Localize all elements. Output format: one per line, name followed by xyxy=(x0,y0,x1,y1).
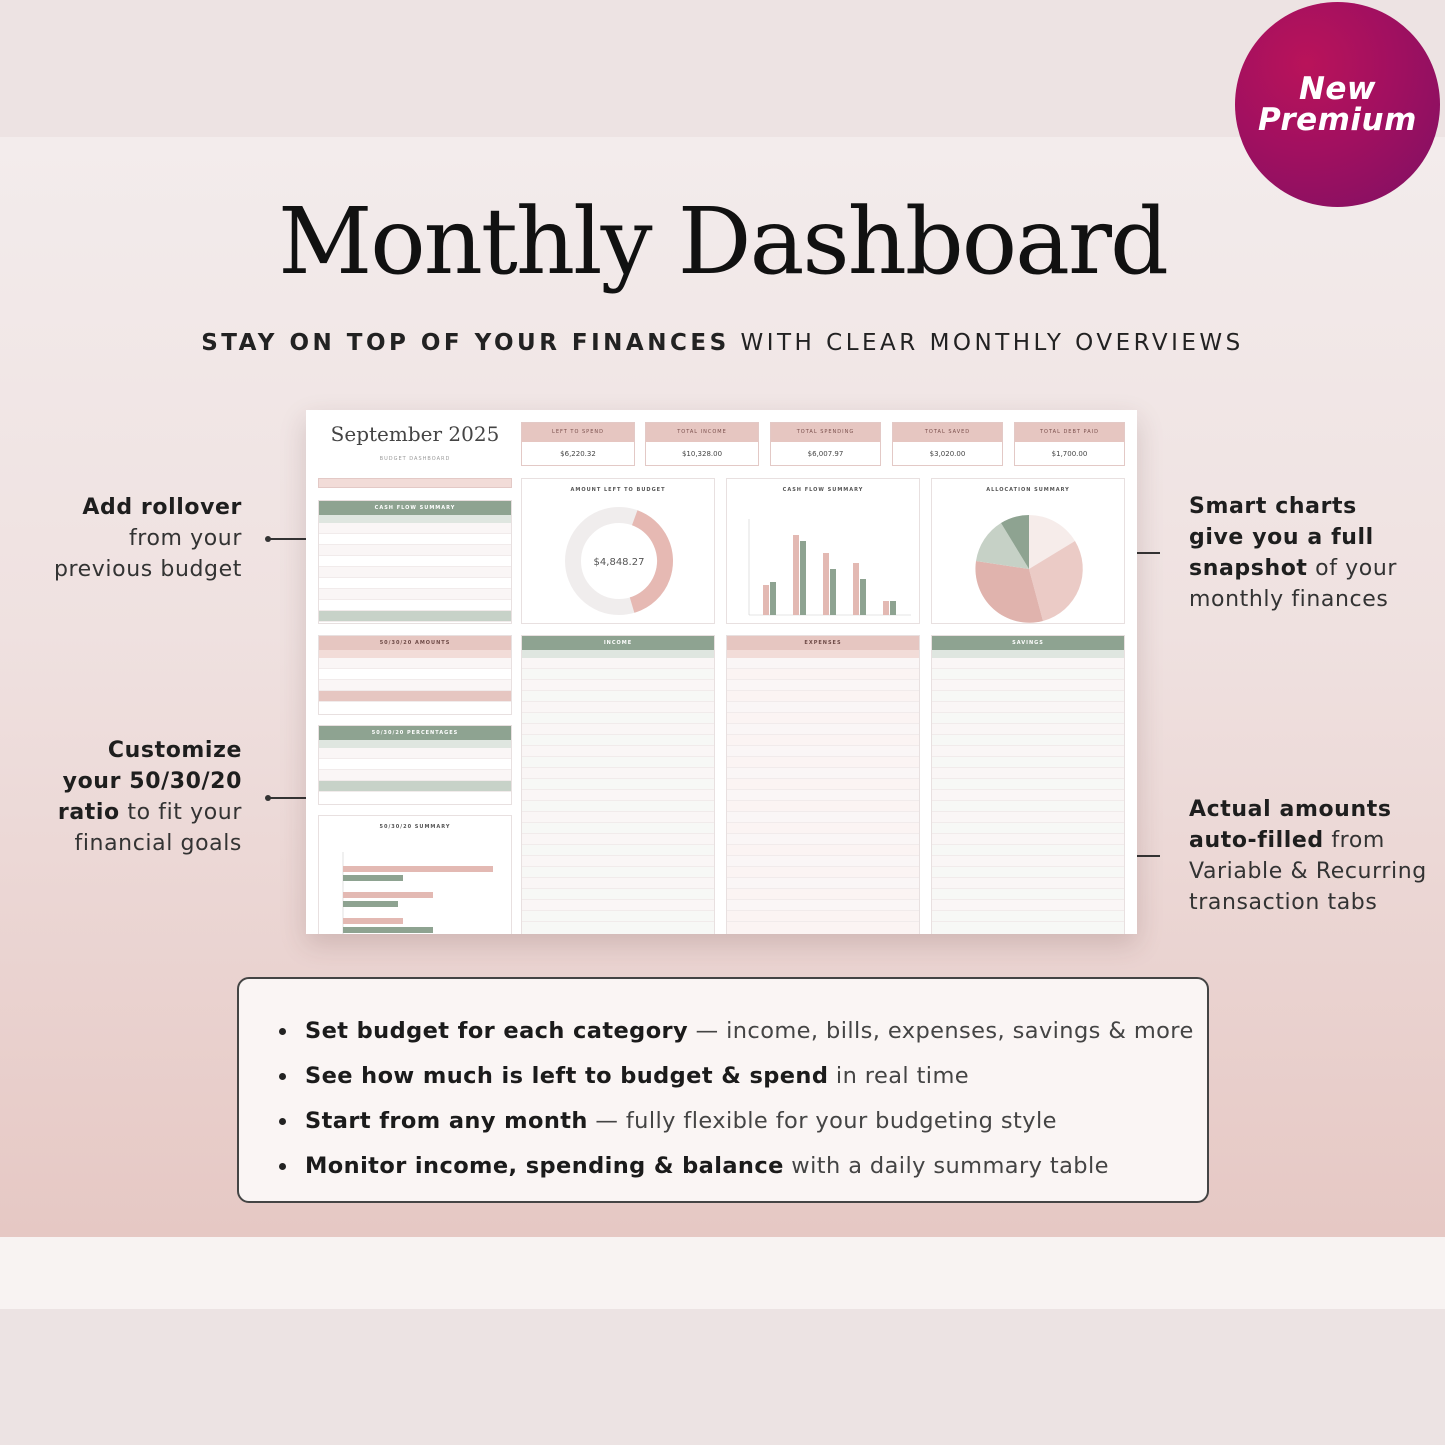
panel-title: CASH FLOW SUMMARY xyxy=(782,487,864,493)
list-item xyxy=(277,1144,1194,1189)
annotation-rollover-line2: from your xyxy=(128,526,242,551)
table-row xyxy=(727,669,919,680)
table-row xyxy=(522,724,714,735)
table-row xyxy=(522,658,714,669)
rollover-selector[interactable] xyxy=(318,478,512,488)
table-row xyxy=(727,702,919,713)
top-band xyxy=(0,0,1445,137)
table-row xyxy=(932,702,1124,713)
kpi-label: LEFT TO SPEND xyxy=(522,423,634,442)
income-table-panel xyxy=(521,635,715,934)
annotation-ratio-bold3: ratio xyxy=(57,800,120,825)
column-header xyxy=(727,650,919,658)
annotation-actual-rest2: from xyxy=(1331,828,1385,853)
table-row xyxy=(932,812,1124,823)
panel-header: CASH FLOW SUMMARY xyxy=(319,501,511,515)
annotation-charts-bold1: Smart charts xyxy=(1189,494,1357,519)
column-header xyxy=(522,650,714,658)
percentages-rows xyxy=(319,748,511,792)
annotation-actual-line4: transaction tabs xyxy=(1189,890,1378,915)
table-row xyxy=(932,658,1124,669)
badge-line-2: Premium xyxy=(1258,101,1417,138)
annotation-ratio-rest3: to fit your xyxy=(127,800,242,825)
table-row xyxy=(319,578,511,589)
table-row xyxy=(932,867,1124,878)
panel-title: ALLOCATION SUMMARY xyxy=(986,487,1070,493)
kpi-value: $10,328.00 xyxy=(681,450,723,458)
table-row xyxy=(727,713,919,724)
amounts-rows xyxy=(319,658,511,702)
annotation-ratio-bold1: Customize xyxy=(107,738,242,763)
table-row xyxy=(727,724,919,735)
table-row xyxy=(932,889,1124,900)
income-rows xyxy=(522,658,714,922)
table-row xyxy=(727,911,919,922)
page-subtitle xyxy=(0,330,1445,356)
table-row xyxy=(319,523,511,534)
table-row xyxy=(932,691,1124,702)
table-row xyxy=(727,779,919,790)
amounts-panel xyxy=(318,635,512,715)
table-row xyxy=(727,680,919,691)
table-row-total xyxy=(319,691,511,702)
kpi-total-debt-paid xyxy=(1014,422,1125,466)
page-title: Monthly Dashboard xyxy=(278,188,1167,295)
table-row xyxy=(319,680,511,691)
table-row xyxy=(932,680,1124,691)
table-row xyxy=(319,567,511,578)
kpi-label: TOTAL DEBT PAID xyxy=(1015,423,1124,442)
table-row xyxy=(727,856,919,867)
table-row xyxy=(932,724,1124,735)
panel-header: EXPENSES xyxy=(727,636,919,650)
table-row xyxy=(932,911,1124,922)
table-row xyxy=(727,790,919,801)
feature-bold: See how much is left to budget & spend xyxy=(305,1063,829,1089)
expenses-rows xyxy=(727,658,919,922)
annotation-rollover-bold: Add rollover xyxy=(82,495,242,520)
feature-rest: with a daily summary table xyxy=(783,1153,1109,1179)
table-row xyxy=(727,834,919,845)
table-row xyxy=(522,845,714,856)
allocation-chart-panel xyxy=(931,478,1125,624)
table-row xyxy=(932,669,1124,680)
table-row xyxy=(319,600,511,611)
table-row xyxy=(727,823,919,834)
table-row xyxy=(522,691,714,702)
table-row xyxy=(727,867,919,878)
feature-bold: Set budget for each category xyxy=(305,1018,689,1044)
donut-value: $4,848.27 xyxy=(593,557,645,568)
kpi-left-to-spend xyxy=(521,422,635,466)
annotation-charts-rest3: of your xyxy=(1315,556,1398,581)
kpi-total-income xyxy=(645,422,759,466)
table-row xyxy=(932,878,1124,889)
table-row xyxy=(522,812,714,823)
table-row xyxy=(932,801,1124,812)
annotation-actual-bold1: Actual amounts xyxy=(1189,797,1392,822)
table-row xyxy=(932,735,1124,746)
kpi-label: TOTAL SAVED xyxy=(893,423,1002,442)
table-row xyxy=(522,746,714,757)
table-row xyxy=(522,702,714,713)
table-row xyxy=(319,556,511,567)
annotation-ratio xyxy=(20,735,242,859)
subtitle-bold: STAY ON TOP OF YOUR FINANCES xyxy=(201,330,730,356)
table-row xyxy=(319,589,511,600)
bottom-strip xyxy=(0,1237,1445,1309)
subtitle-rest: WITH CLEAR MONTHLY OVERVIEWS xyxy=(740,330,1244,356)
feature-bold: Start from any month xyxy=(305,1108,588,1134)
summary-chart-panel xyxy=(318,815,512,934)
table-row xyxy=(932,856,1124,867)
features-list xyxy=(277,1009,1194,1189)
panel-title: AMOUNT LEFT TO BUDGET xyxy=(570,487,666,493)
table-row xyxy=(727,768,919,779)
table-row xyxy=(319,748,511,759)
table-row xyxy=(932,768,1124,779)
kpi-value: $1,700.00 xyxy=(1051,450,1088,458)
annotation-ratio-line4: financial goals xyxy=(74,831,242,856)
dashboard-subtitle: BUDGET DASHBOARD xyxy=(379,456,451,462)
table-row xyxy=(727,658,919,669)
table-row xyxy=(522,790,714,801)
kpi-value: $6,220.32 xyxy=(560,450,596,458)
table-row xyxy=(319,770,511,781)
column-header xyxy=(319,650,511,658)
kpi-value: $6,007.97 xyxy=(807,450,844,458)
table-row xyxy=(727,746,919,757)
table-row xyxy=(522,669,714,680)
panel-header: SAVINGS xyxy=(932,636,1124,650)
annotation-rollover-line3: previous budget xyxy=(53,557,242,582)
table-row xyxy=(522,867,714,878)
table-row xyxy=(522,834,714,845)
feature-rest: — fully flexible for your budgeting style xyxy=(587,1108,1057,1134)
panel-header: 50/30/20 PERCENTAGES xyxy=(319,726,511,740)
new-premium-badge xyxy=(1235,2,1440,207)
column-header xyxy=(319,515,511,523)
table-row xyxy=(932,746,1124,757)
kpi-label: TOTAL INCOME xyxy=(646,423,758,442)
table-row xyxy=(727,878,919,889)
annotation-charts xyxy=(1189,491,1439,615)
table-row xyxy=(319,534,511,545)
table-row xyxy=(932,713,1124,724)
annotation-rollover xyxy=(20,492,242,585)
list-item xyxy=(277,1009,1194,1054)
table-row xyxy=(522,801,714,812)
badge-line-1: New xyxy=(1298,70,1377,107)
table-row xyxy=(932,900,1124,911)
table-row xyxy=(932,823,1124,834)
table-row xyxy=(522,779,714,790)
table-row xyxy=(727,900,919,911)
kpi-value: $3,020.00 xyxy=(929,450,966,458)
bottom-band xyxy=(0,1309,1445,1445)
panel-header: 50/30/20 AMOUNTS xyxy=(319,636,511,650)
percentages-panel xyxy=(318,725,512,805)
column-header xyxy=(319,740,511,748)
allocation-pie-chart xyxy=(932,499,1126,624)
kpi-total-spending xyxy=(770,422,881,466)
table-row xyxy=(319,669,511,680)
table-row xyxy=(932,845,1124,856)
feature-rest: in real time xyxy=(828,1063,970,1089)
table-row xyxy=(727,801,919,812)
savings-rows xyxy=(932,658,1124,922)
annotation-charts-bold2: give you a full xyxy=(1189,525,1374,550)
left-to-budget-panel xyxy=(521,478,715,624)
table-row xyxy=(522,768,714,779)
table-row xyxy=(319,759,511,770)
table-row xyxy=(319,658,511,669)
annotation-ratio-bold2: your 50/30/20 xyxy=(62,769,242,794)
kpi-total-saved xyxy=(892,422,1003,466)
table-row xyxy=(522,900,714,911)
table-row xyxy=(522,911,714,922)
cash-flow-rows xyxy=(319,523,511,622)
cash-flow-summary-panel xyxy=(318,500,512,624)
annotation-actual xyxy=(1189,794,1441,918)
table-row xyxy=(727,889,919,900)
table-row-total xyxy=(319,611,511,622)
table-row xyxy=(319,545,511,556)
panel-title: 50/30/20 SUMMARY xyxy=(379,824,451,830)
table-row xyxy=(727,691,919,702)
annotation-actual-line3: Variable & Recurring xyxy=(1189,859,1427,884)
table-row-total xyxy=(319,781,511,792)
cash-flow-bar-chart xyxy=(727,499,921,624)
table-row xyxy=(522,735,714,746)
feature-rest: — income, bills, expenses, savings & more xyxy=(688,1018,1194,1044)
table-row xyxy=(522,680,714,691)
list-item xyxy=(277,1099,1194,1144)
annotation-charts-bold3: snapshot xyxy=(1189,556,1308,581)
table-row xyxy=(522,713,714,724)
table-row xyxy=(522,856,714,867)
table-row xyxy=(727,735,919,746)
table-row xyxy=(932,779,1124,790)
table-row xyxy=(727,845,919,856)
column-header xyxy=(932,650,1124,658)
dashboard-title: September 2025 xyxy=(330,422,500,446)
feature-bold: Monitor income, spending & balance xyxy=(305,1153,784,1179)
annotation-actual-bold2: auto-filled xyxy=(1189,828,1324,853)
annotation-charts-line4: monthly finances xyxy=(1189,587,1389,612)
savings-table-panel xyxy=(931,635,1125,934)
dashboard-screenshot xyxy=(306,410,1137,934)
table-row xyxy=(727,812,919,823)
table-row xyxy=(522,878,714,889)
list-item xyxy=(277,1054,1194,1099)
panel-header: INCOME xyxy=(522,636,714,650)
table-row xyxy=(522,757,714,768)
cash-flow-chart-panel xyxy=(726,478,920,624)
features-box xyxy=(237,977,1209,1203)
summary-bar-chart xyxy=(319,832,513,934)
table-row xyxy=(522,889,714,900)
table-row xyxy=(522,823,714,834)
kpi-label: TOTAL SPENDING xyxy=(771,423,880,442)
table-row xyxy=(932,834,1124,845)
table-row xyxy=(727,757,919,768)
table-row xyxy=(932,790,1124,801)
table-row xyxy=(932,757,1124,768)
expenses-table-panel xyxy=(726,635,920,934)
